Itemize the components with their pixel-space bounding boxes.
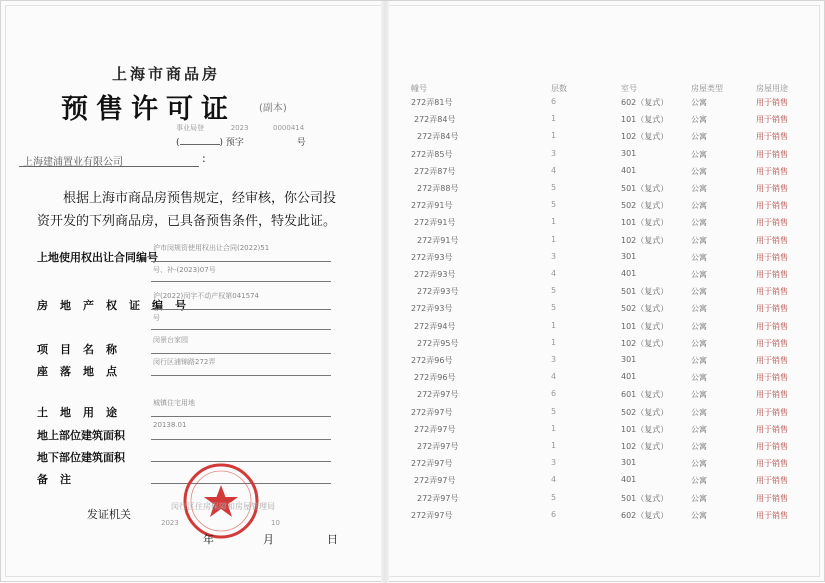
- field-value: 闵景台家园: [153, 336, 188, 344]
- table-cell: 401: [621, 475, 637, 485]
- table-cell: 用于销售: [756, 235, 788, 245]
- table-cell: 602（复式）: [621, 98, 669, 107]
- table-cell: 公寓: [691, 356, 707, 365]
- table-cell: 用于销售: [756, 98, 788, 107]
- table-cell: 用于销售: [756, 166, 788, 176]
- table-cell: 5: [551, 286, 557, 296]
- table-cell: 用于销售: [756, 390, 788, 400]
- issuer-label: 发证机关: [87, 508, 131, 521]
- table-cell: 1: [551, 234, 557, 244]
- table-cell: 用于销售: [756, 373, 788, 383]
- table-cell: 公寓: [691, 132, 707, 142]
- field-value: 沪市闵规资使用权出让合同(2022)51: [153, 244, 270, 252]
- table-cell: 公寓: [691, 493, 707, 503]
- table-cell: 272弄81号: [411, 98, 453, 107]
- table-cell: 502（复式）: [621, 304, 669, 314]
- number-line: [176, 135, 306, 148]
- table-cell: 5: [551, 406, 557, 416]
- table-cell: 272弄93号: [411, 304, 453, 314]
- table-cell: 301: [621, 251, 637, 261]
- table-cell: 102（复式）: [621, 338, 669, 348]
- table-cell: 用于销售: [756, 442, 788, 451]
- table-cell: 1: [551, 131, 557, 141]
- field-underline: [151, 375, 331, 376]
- table-cell: 272弄84号: [417, 132, 459, 142]
- table-cell: 公寓: [691, 218, 707, 228]
- field-value: 闵行区浦锦路272弄: [153, 358, 216, 366]
- table-cell: 272弄95号: [417, 338, 459, 348]
- field-label: 上地使用权出让合同编号: [37, 251, 158, 264]
- table-cell: 301: [621, 148, 637, 158]
- table-cell: 272弄88号: [417, 184, 459, 193]
- table-cell: 101（复式）: [621, 115, 669, 125]
- table-cell: 用于销售: [756, 115, 788, 125]
- issuer-value: 闵行区住房保障和房屋管理局: [171, 502, 275, 511]
- number-close: ): [219, 138, 224, 148]
- company-colon: :: [202, 152, 206, 165]
- table-cell: 公寓: [691, 287, 707, 297]
- table-cell: 502（复式）: [621, 201, 669, 211]
- table-cell: 公寓: [691, 201, 707, 211]
- table-cell: 102（复式）: [621, 442, 669, 451]
- table-cell: 272弄91号: [417, 235, 459, 245]
- company-name: 上海建浦置业有限公司: [23, 157, 123, 168]
- number-line-print: [176, 123, 304, 133]
- table-cell: 用于销售: [756, 218, 788, 228]
- field-label: 座落地点: [37, 365, 129, 378]
- number-hao: 号: [296, 138, 306, 148]
- table-cell: 101（复式）: [621, 424, 669, 434]
- table-cell: 公寓: [691, 149, 707, 159]
- table-cell: 1: [551, 337, 557, 347]
- table-cell: 501（复式）: [621, 493, 669, 503]
- table-cell: 公寓: [691, 338, 707, 348]
- field-label: 地下部位建筑面积: [37, 451, 125, 464]
- table-cell: 6: [551, 389, 557, 399]
- number-label: 事业局登: [176, 124, 204, 132]
- table-cell: 101（复式）: [621, 321, 669, 331]
- table-cell: 公寓: [691, 476, 707, 486]
- table-cell: 用于销售: [756, 201, 788, 211]
- field-value: 20138.01: [153, 421, 187, 429]
- number-open: (: [176, 138, 180, 148]
- table-cell: 5: [551, 303, 557, 313]
- table-cell: 301: [621, 458, 637, 468]
- table-cell: 公寓: [691, 98, 707, 107]
- table-cell: 用于销售: [756, 132, 788, 142]
- table-cell: 公寓: [691, 252, 707, 262]
- table-cell: 4: [551, 372, 557, 382]
- table-header: 层数: [551, 84, 567, 93]
- table-cell: 4: [551, 475, 557, 485]
- table-cell: 5: [551, 200, 557, 210]
- date-month: 月: [263, 533, 274, 546]
- table-cell: 1: [551, 217, 557, 227]
- table-cell: 6: [551, 509, 557, 519]
- table-cell: 公寓: [691, 407, 707, 417]
- table-cell: 用于销售: [756, 493, 788, 503]
- table-cell: 272弄91号: [411, 201, 453, 211]
- table-cell: 272弄96号: [414, 373, 456, 383]
- table-cell: 3: [551, 148, 557, 158]
- table-cell: 272弄93号: [411, 252, 453, 262]
- table-cell: 1: [551, 320, 557, 330]
- table-cell: 公寓: [691, 115, 707, 125]
- table-cell: 用于销售: [756, 407, 788, 417]
- table-cell: 3: [551, 458, 557, 468]
- table-cell: 272弄97号: [417, 390, 459, 400]
- table-cell: 用于销售: [756, 184, 788, 193]
- field-underline: [151, 416, 331, 417]
- page-fold: [381, 1, 389, 583]
- number-year: 2023: [230, 124, 249, 132]
- field-underline: [151, 261, 331, 262]
- field-label: 土地用途: [37, 406, 129, 419]
- table-cell: 272弄97号: [411, 407, 453, 417]
- table-cell: 用于销售: [756, 149, 788, 159]
- field-value-cont: 号、补-(2023)07号: [153, 266, 216, 274]
- table-cell: 公寓: [691, 390, 707, 400]
- table-cell: 1: [551, 423, 557, 433]
- table-cell: 用于销售: [756, 424, 788, 434]
- table-cell: 公寓: [691, 321, 707, 331]
- table-cell: 272弄84号: [414, 115, 456, 125]
- table-cell: 272弄91号: [414, 218, 456, 228]
- table-cell: 用于销售: [756, 356, 788, 365]
- date-year: 年: [203, 533, 214, 546]
- table-cell: 272弄97号: [411, 510, 453, 520]
- field-underline: [151, 309, 331, 310]
- table-cell: 公寓: [691, 424, 707, 434]
- table-cell: 用于销售: [756, 459, 788, 469]
- table-cell: 401: [621, 269, 637, 278]
- field-underline: [151, 439, 331, 440]
- field-value-cont: 号: [153, 314, 160, 322]
- field-label: 备注: [37, 473, 83, 486]
- table-cell: 公寓: [691, 304, 707, 314]
- table-cell: 公寓: [691, 184, 707, 193]
- table-cell: 用于销售: [756, 252, 788, 262]
- company-underline: [19, 166, 199, 167]
- field-value: 沪(2022)闵字不动产权第041574: [153, 292, 259, 300]
- table-cell: 501（复式）: [621, 287, 669, 297]
- field-value: 城镇住宅用地: [153, 399, 195, 407]
- table-cell: 5: [551, 492, 557, 502]
- title-small: 上海市商品房: [111, 65, 220, 83]
- table-header: 房屋用途: [756, 84, 788, 93]
- number-zi: 预字: [225, 138, 244, 148]
- number-seq: 0000414: [273, 124, 305, 132]
- table-cell: 用于销售: [756, 476, 788, 486]
- table-cell: 601（复式）: [621, 390, 669, 400]
- table-cell: 401: [621, 165, 637, 175]
- table-cell: 用于销售: [756, 338, 788, 348]
- table-cell: 5: [551, 183, 557, 192]
- table-cell: 272弄85号: [411, 149, 453, 159]
- table-header: 室号: [621, 84, 637, 93]
- table-cell: 272弄96号: [411, 356, 453, 365]
- table-header: 幢号: [411, 84, 427, 93]
- field-underline: [151, 329, 331, 330]
- table-cell: 272弄94号: [414, 321, 456, 331]
- table-cell: 公寓: [691, 373, 707, 383]
- field-label: 房地产权证编号: [37, 299, 198, 312]
- table-cell: 272弄93号: [417, 287, 459, 297]
- table-cell: 272弄97号: [417, 442, 459, 451]
- table-cell: 272弄93号: [414, 270, 456, 279]
- table-cell: 1: [551, 441, 557, 450]
- table-cell: 272弄87号: [414, 166, 456, 176]
- table-cell: 公寓: [691, 459, 707, 469]
- table-cell: 101（复式）: [621, 218, 669, 228]
- table-cell: 用于销售: [756, 510, 788, 520]
- table-cell: 272弄97号: [414, 424, 456, 434]
- field-label: 项目名称: [37, 343, 129, 356]
- date-year-number: 2023: [161, 519, 179, 527]
- table-cell: 公寓: [691, 442, 707, 451]
- table-cell: 用于销售: [756, 321, 788, 331]
- table-cell: 3: [551, 251, 557, 261]
- table-cell: 3: [551, 355, 557, 364]
- date-day: 日: [327, 533, 338, 546]
- table-cell: 用于销售: [756, 287, 788, 297]
- field-underline: [151, 353, 331, 354]
- table-cell: 272弄97号: [411, 459, 453, 469]
- table-cell: 用于销售: [756, 304, 788, 314]
- table-cell: 272弄97号: [417, 493, 459, 503]
- certificate-paragraph: 根据上海市商品房预售规定，经审核，你公司投资开发的下列商品房，已具备预售条件，特发此证。: [37, 191, 337, 229]
- table-cell: 4: [551, 269, 557, 278]
- table-cell: 用于销售: [756, 270, 788, 279]
- table-cell: 102（复式）: [621, 235, 669, 245]
- table-cell: 公寓: [691, 235, 707, 245]
- table-cell: 501（复式）: [621, 184, 669, 193]
- table-cell: 1: [551, 114, 557, 124]
- title-big: 预售许可证: [61, 94, 236, 125]
- table-cell: 401: [621, 372, 637, 382]
- field-underline: [151, 281, 331, 282]
- table-cell: 公寓: [691, 510, 707, 520]
- copy-mark-text: 副本: [262, 103, 283, 114]
- table-cell: 102（复式）: [621, 132, 669, 142]
- table-cell: 502（复式）: [621, 407, 669, 417]
- table-header: 房屋类型: [691, 84, 723, 93]
- table-cell: 301: [621, 355, 637, 364]
- copy-mark: (副本): [259, 103, 287, 114]
- table-cell: 4: [551, 165, 557, 175]
- table-cell: 602（复式）: [621, 510, 669, 520]
- table-cell: 6: [551, 97, 557, 106]
- table-cell: 272弄97号: [414, 476, 456, 486]
- date-month-number: 10: [271, 519, 280, 527]
- table-cell: 公寓: [691, 270, 707, 279]
- table-cell: 公寓: [691, 166, 707, 176]
- field-label: 地上部位建筑面积: [37, 429, 125, 442]
